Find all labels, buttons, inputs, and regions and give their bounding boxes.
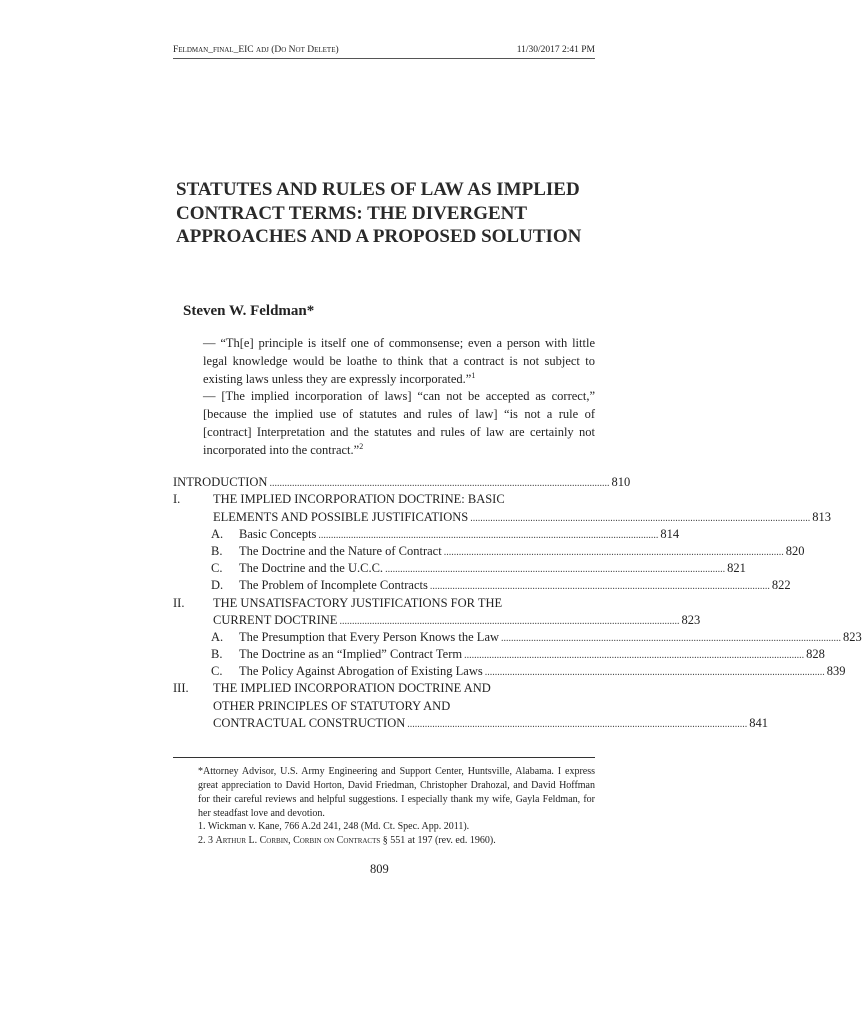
page-number: 809 bbox=[370, 862, 389, 876]
toc-row[interactable] bbox=[173, 593, 567, 610]
toc-page: 820 bbox=[785, 543, 805, 558]
running-header bbox=[173, 45, 595, 59]
epigraph-1 bbox=[173, 334, 595, 388]
toc-entry-text: CONTRACTUAL CONSTRUCTION bbox=[213, 715, 406, 730]
toc-entry-text: OTHER PRINCIPLES OF STATUTORY AND bbox=[213, 698, 451, 713]
toc-entry-text: Basic Concepts bbox=[239, 526, 317, 541]
toc-row[interactable] bbox=[173, 525, 680, 542]
toc-leader: ........................................................................................................................................ bbox=[318, 529, 659, 541]
footnote-ref-2[interactable]: 2 bbox=[359, 441, 364, 451]
toc-entry-text: The Problem of Incomplete Contracts bbox=[239, 578, 428, 593]
epigraph-2-text: — [The implied incorporation of laws] “can not be accepted as correct,” [because the implied use of statutes and rules of law] “is not a rule of [contract] Interpretation and the statutes and rules of law are certainly not incorporated into the contract.” bbox=[203, 389, 595, 457]
footnote-1-text: 1. Wickman v. Kane, 766 A.2d 241, 248 (Md. Ct. Spec. App. 2011). bbox=[198, 821, 470, 832]
footnote-author-text: *Attorney Advisor, U.S. Army Engineering and Support Center, Huntsville, Alabama. I express great appreciation to David Horton, David Friedman, Christopher Drahozal, and David Hoffman for their careful reviews and helpful suggestions. I especially thank my wife, Gayla Feldman, for her steadfast love and devotion. bbox=[198, 766, 595, 819]
toc-leader: ........................................................................................................................................ bbox=[429, 581, 770, 593]
toc-section-letter: C. bbox=[211, 561, 223, 576]
toc-page: 828 bbox=[806, 647, 825, 662]
toc-page: 821 bbox=[727, 561, 746, 576]
toc-leader: ........................................................................................................................................ bbox=[407, 718, 748, 730]
toc-page: 823 bbox=[843, 629, 862, 644]
toc-entry-text: INTRODUCTION bbox=[173, 475, 268, 490]
footnote-ref-1[interactable]: 1 bbox=[471, 370, 476, 380]
toc-row[interactable] bbox=[173, 507, 831, 524]
toc-row[interactable] bbox=[173, 542, 805, 559]
epigraph-2 bbox=[173, 387, 595, 459]
toc-leader: ........................................................................................................................................ bbox=[339, 615, 680, 627]
toc-section-letter: B. bbox=[211, 543, 223, 558]
toc-entry-text: THE IMPLIED INCORPORATION DOCTRINE AND bbox=[213, 681, 491, 696]
toc-row[interactable] bbox=[173, 576, 791, 593]
toc-entry-text: THE IMPLIED INCORPORATION DOCTRINE: BASIC bbox=[213, 492, 505, 507]
article-title: STATUTES AND RULES OF LAW AS IMPLIED CONTRACT TERMS: THE DIVERGENT APPROACHES AND A PROPOSED SOLUTION bbox=[176, 179, 582, 247]
toc-entry-text: The Policy Against Abrogation of Existing Laws bbox=[239, 664, 483, 679]
toc-part-number: III. bbox=[173, 681, 189, 696]
toc-page: 823 bbox=[681, 612, 701, 627]
toc-page: 822 bbox=[771, 578, 791, 593]
author-name: Steven W. Feldman* bbox=[183, 303, 315, 319]
toc-leader: ........................................................................................................................................ bbox=[269, 478, 610, 490]
toc-leader: ........................................................................................................................................ bbox=[443, 546, 784, 558]
footnote-author bbox=[180, 765, 595, 821]
toc-section-letter: D. bbox=[211, 578, 224, 593]
footnote-2-prefix: 2. 3 bbox=[198, 835, 216, 846]
toc-part-number: II. bbox=[173, 595, 185, 610]
toc-entry-text: The Doctrine and the Nature of Contract bbox=[239, 543, 442, 558]
epigraph-1-text: — “Th[e] principle is itself one of commonsense; even a person with little legal knowledge would be loathe to think that a contract is not subject to existing laws unless they are expressly incorporated.” bbox=[203, 336, 595, 386]
toc-row[interactable] bbox=[173, 696, 567, 713]
toc-page: 814 bbox=[660, 526, 680, 541]
footnote-2-source: Arthur L. Corbin, Corbin on Contracts bbox=[215, 835, 381, 846]
toc-row[interactable] bbox=[173, 473, 631, 490]
toc-page: 813 bbox=[812, 509, 831, 524]
toc-page: 841 bbox=[749, 715, 768, 730]
toc-entry-text: The Doctrine as an “Implied” Contract Term bbox=[239, 647, 463, 662]
toc-row[interactable] bbox=[173, 559, 746, 576]
toc-row[interactable] bbox=[173, 662, 846, 679]
toc-entry-text: The Presumption that Every Person Knows the Law bbox=[239, 629, 500, 644]
toc-leader: ........................................................................................................................................ bbox=[464, 650, 805, 662]
toc-section-letter: C. bbox=[211, 664, 223, 679]
footnote-2-suffix: § 551 at 197 (rev. ed. 1960). bbox=[380, 835, 496, 846]
toc-section-letter: B. bbox=[211, 647, 223, 662]
toc-section-letter: A. bbox=[211, 526, 224, 541]
toc-leader: ........................................................................................................................................ bbox=[484, 667, 825, 679]
toc-entry-text: The Doctrine and the U.C.C. bbox=[239, 561, 384, 576]
footnote-2 bbox=[180, 834, 595, 848]
toc-row[interactable] bbox=[173, 645, 825, 662]
toc-leader: ........................................................................................................................................ bbox=[470, 512, 811, 524]
toc-leader: ........................................................................................................................................ bbox=[501, 632, 842, 644]
toc-row[interactable] bbox=[173, 628, 862, 645]
toc-leader: ........................................................................................................................................ bbox=[385, 564, 726, 576]
toc-page: 810 bbox=[611, 475, 631, 490]
footnote-1 bbox=[180, 820, 595, 834]
toc-entry-text: CURRENT DOCTRINE bbox=[213, 612, 338, 627]
toc-part-number: I. bbox=[173, 492, 181, 507]
toc-row[interactable] bbox=[173, 679, 567, 696]
header-timestamp: 11/30/2017 2:41 PM bbox=[516, 45, 595, 55]
toc-row[interactable] bbox=[173, 714, 768, 731]
toc-page: 839 bbox=[826, 664, 846, 679]
toc-row[interactable] bbox=[173, 490, 567, 507]
footnote-divider bbox=[173, 757, 595, 758]
toc-section-letter: A. bbox=[211, 629, 224, 644]
table-of-contents bbox=[173, 473, 862, 731]
toc-entry-text: ELEMENTS AND POSSIBLE JUSTIFICATIONS bbox=[213, 509, 469, 524]
header-filename: Feldman_final_EIC adj (Do Not Delete) bbox=[173, 45, 339, 55]
toc-entry-text: THE UNSATISFACTORY JUSTIFICATIONS FOR THE bbox=[213, 595, 503, 610]
toc-row[interactable] bbox=[173, 611, 701, 628]
